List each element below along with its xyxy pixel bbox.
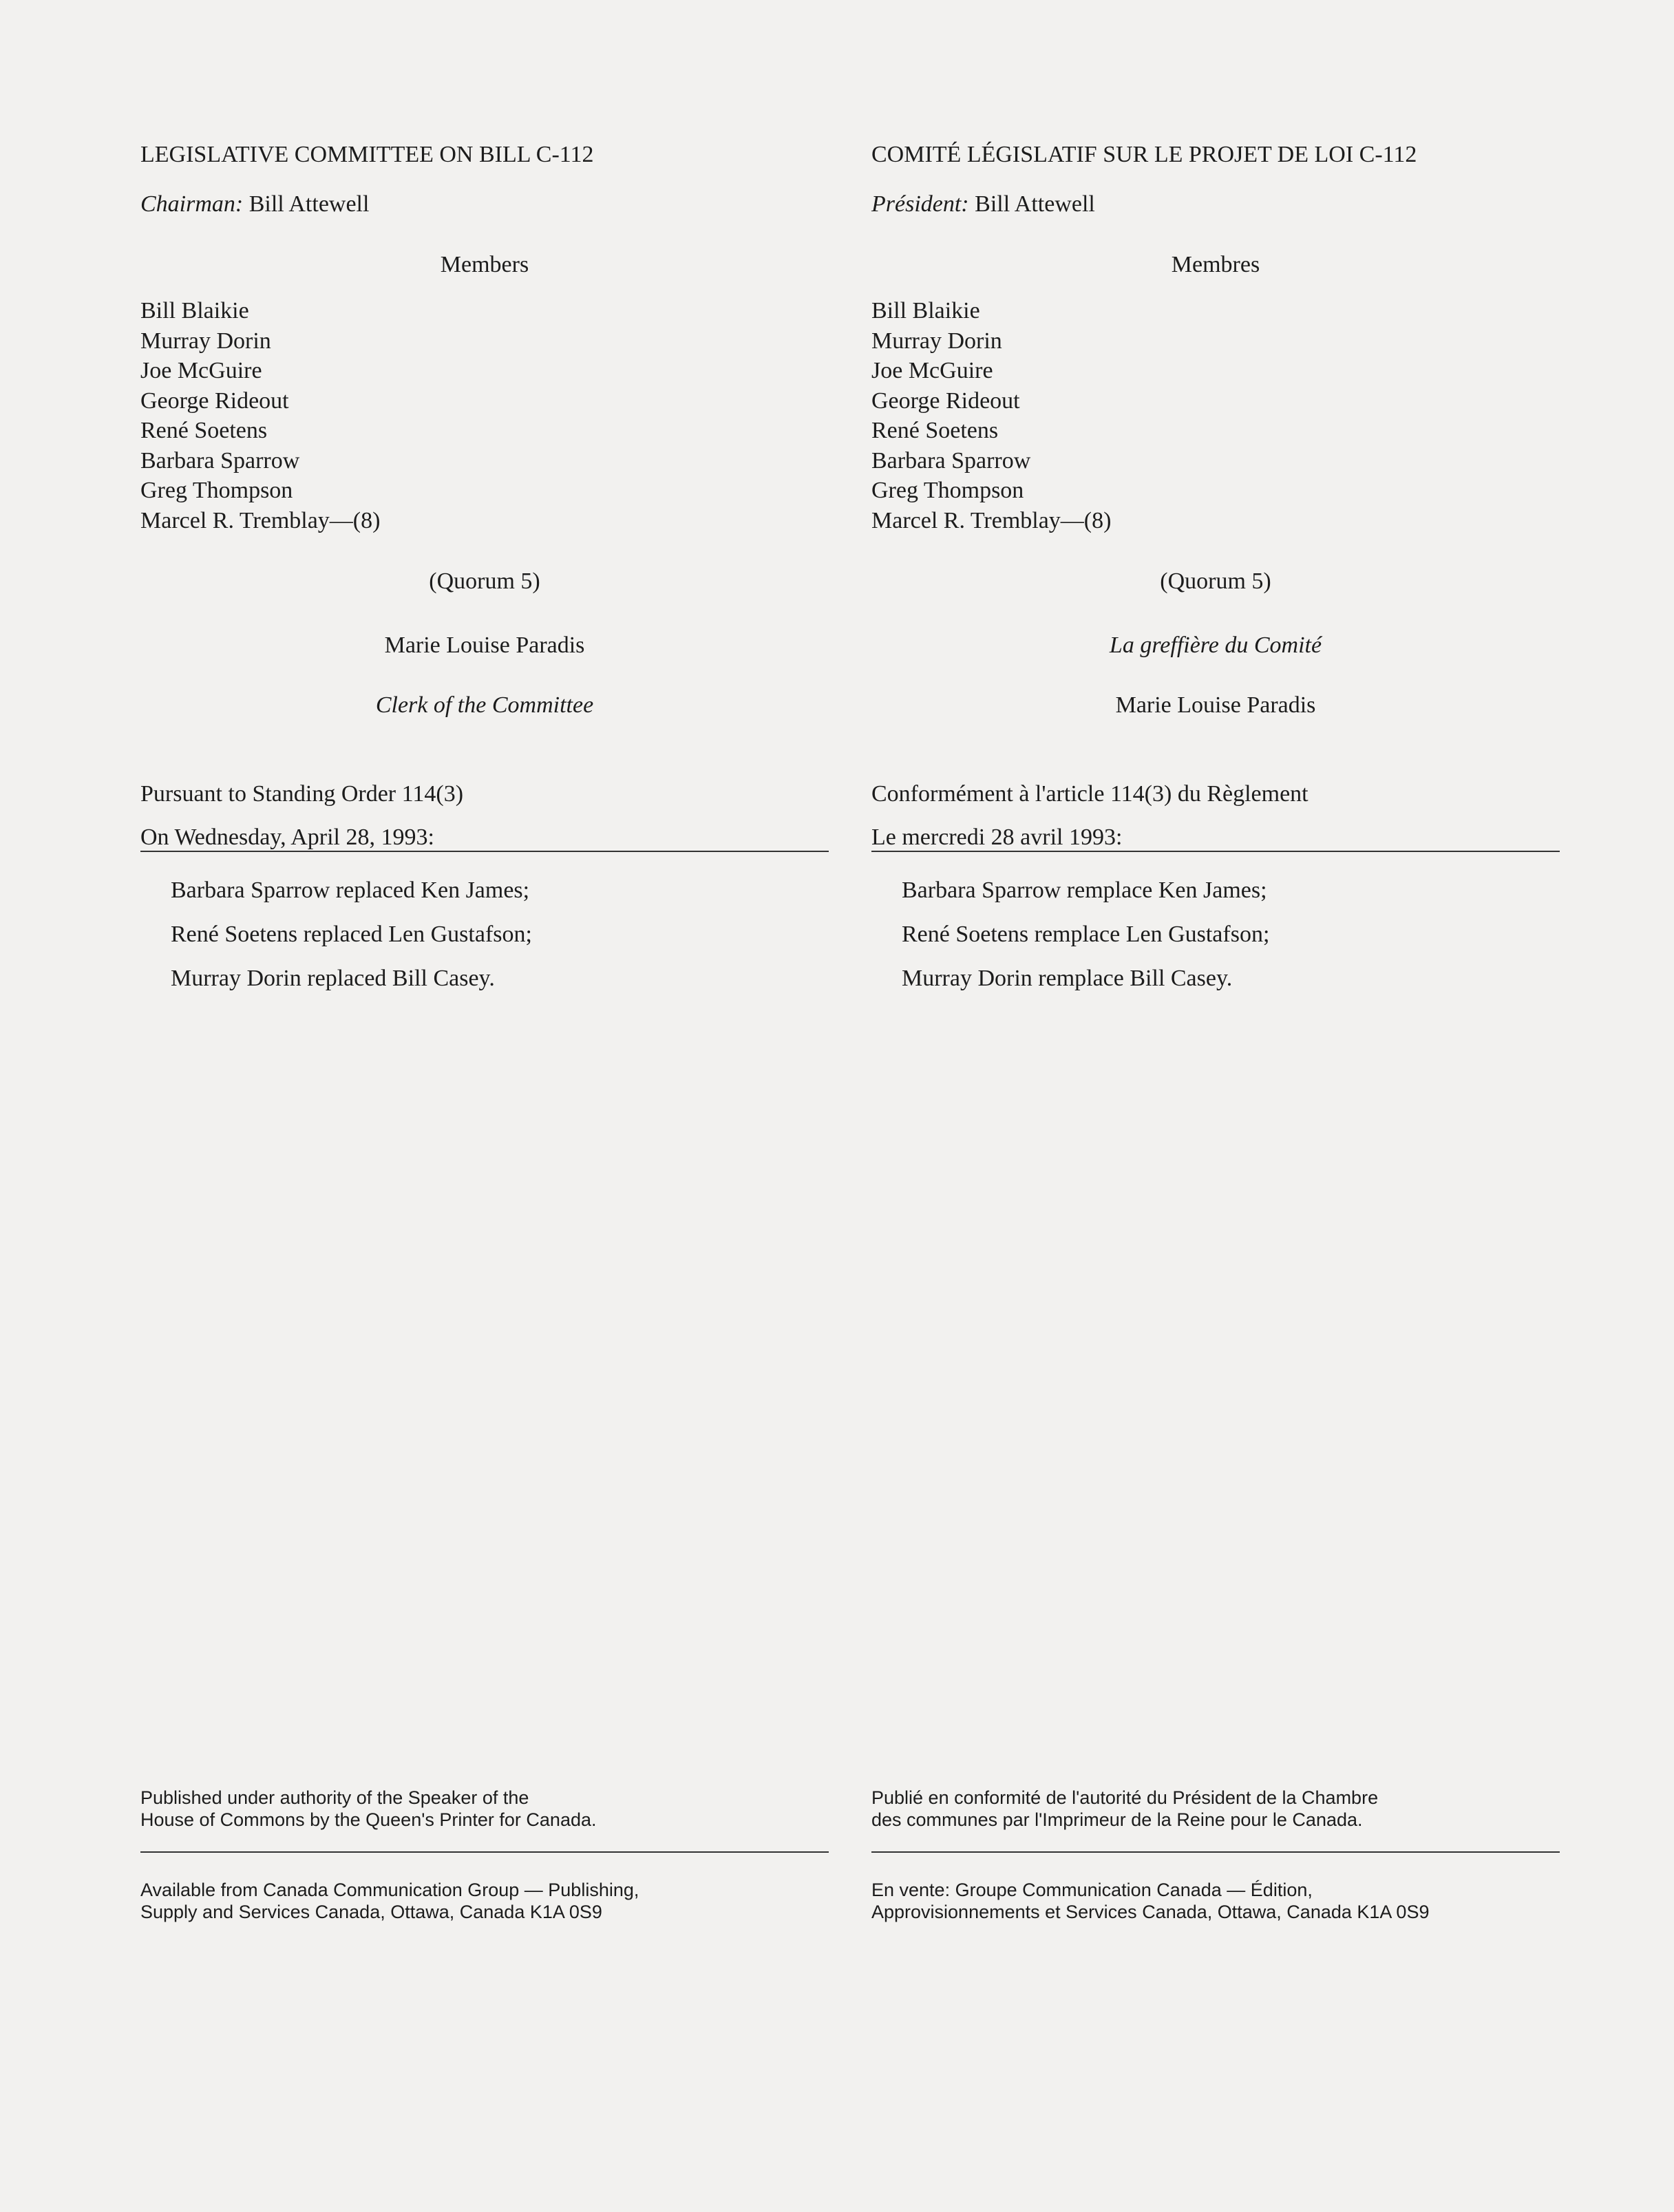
published-notice xyxy=(871,1787,1378,1831)
french-column xyxy=(871,0,1560,2212)
published-line: Publié en conformité de l'autorité du Président de la Chambre xyxy=(871,1787,1379,1808)
chair-role: Chairman: xyxy=(140,191,244,217)
availability-notice xyxy=(871,1879,1429,1923)
member-name: Barbara Sparrow xyxy=(140,447,300,474)
member-name: Barbara Sparrow xyxy=(871,447,1031,474)
published-line: Published under authority of the Speaker of the xyxy=(140,1787,529,1808)
replacements-list xyxy=(171,869,532,1001)
member-name: George Rideout xyxy=(140,387,289,414)
member-name: René Soetens xyxy=(140,418,268,443)
clerk-title: La greffière du Comité xyxy=(1109,632,1322,658)
change-date: Le mercredi 28 avril 1993: xyxy=(871,825,1123,850)
quorum: (Quorum 5) xyxy=(429,568,540,594)
available-line: Available from Canada Communication Group — Publishing, xyxy=(140,1880,639,1900)
published-line: House of Commons by the Queen's Printer for Canada. xyxy=(140,1809,597,1830)
members-heading: Membres xyxy=(1171,252,1260,277)
committee-heading: LEGISLATIVE COMMITTEE ON BILL C-112 xyxy=(140,142,594,167)
divider xyxy=(140,1851,829,1853)
replacements-list xyxy=(902,869,1269,1001)
member-name: Marcel R. Tremblay—(8) xyxy=(140,507,381,533)
published-notice xyxy=(140,1787,597,1831)
member-name: Greg Thompson xyxy=(871,478,1024,503)
chair-role: Président: xyxy=(871,191,969,217)
available-line: Approvisionnements et Services Canada, Ottawa, Canada K1A 0S9 xyxy=(871,1902,1430,1922)
replacement-entry: Barbara Sparrow replaced Ken James; xyxy=(171,878,530,903)
clerk-title: Clerk of the Committee xyxy=(375,692,594,718)
committee-heading: COMITÉ LÉGISLATIF SUR LE PROJET DE LOI C-112 xyxy=(871,142,1417,167)
standing-order: Pursuant to Standing Order 114(3) xyxy=(140,781,464,807)
published-line: des communes par l'Imprimeur de la Reine pour le Canada. xyxy=(871,1809,1363,1830)
member-name: Joe McGuire xyxy=(871,358,993,383)
chair-line xyxy=(140,191,369,218)
available-line: En vente: Groupe Communication Canada — Édition, xyxy=(871,1880,1313,1900)
chair-name: Bill Attewell xyxy=(248,191,370,217)
divider xyxy=(140,851,829,852)
member-name: Murray Dorin xyxy=(871,328,1002,354)
divider xyxy=(871,1851,1560,1853)
member-name: Greg Thompson xyxy=(140,478,293,503)
member-name: Murray Dorin xyxy=(140,328,271,354)
clerk-name: Marie Louise Paradis xyxy=(384,632,585,658)
member-name: Bill Blaikie xyxy=(871,298,980,323)
available-line: Supply and Services Canada, Ottawa, Canada K1A 0S9 xyxy=(140,1902,602,1922)
quorum: (Quorum 5) xyxy=(1160,568,1271,594)
clerk-name: Marie Louise Paradis xyxy=(1115,692,1316,718)
standing-order: Conformément à l'article 114(3) du Règlement xyxy=(871,781,1309,807)
member-name: Marcel R. Tremblay—(8) xyxy=(871,507,1112,533)
members-list xyxy=(140,296,380,535)
replacement-entry: Barbara Sparrow remplace Ken James; xyxy=(902,878,1267,903)
replacement-entry: Murray Dorin replaced Bill Casey. xyxy=(171,966,495,991)
members-list xyxy=(871,296,1111,535)
member-name: Bill Blaikie xyxy=(140,298,249,323)
members-heading: Members xyxy=(440,252,529,277)
member-name: Joe McGuire xyxy=(140,358,262,383)
member-name: George Rideout xyxy=(871,387,1020,414)
availability-notice xyxy=(140,1879,639,1923)
replacement-entry: René Soetens replaced Len Gustafson; xyxy=(171,922,532,947)
change-date: On Wednesday, April 28, 1993: xyxy=(140,825,434,850)
chair-name: Bill Attewell xyxy=(975,191,1095,217)
english-column xyxy=(140,0,829,2212)
chair-line xyxy=(871,191,1095,218)
replacement-entry: René Soetens remplace Len Gustafson; xyxy=(902,922,1270,947)
member-name: René Soetens xyxy=(871,418,999,443)
replacement-entry: Murray Dorin remplace Bill Casey. xyxy=(902,966,1233,991)
divider xyxy=(871,851,1560,852)
